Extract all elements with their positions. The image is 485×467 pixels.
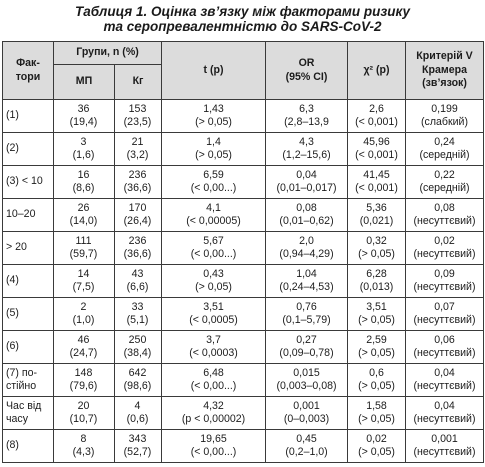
cell-chi-square: 2,59 (> 0,05) xyxy=(348,331,406,364)
cell-kg: 250 (38,4) xyxy=(115,331,162,364)
cell-kg: 236 (36,6) xyxy=(115,166,162,199)
cell-t-test: 0,43 (> 0,05) xyxy=(162,265,266,298)
table-row xyxy=(3,199,484,232)
cell-odds-ratio: 6,3 (2,8–13,9 xyxy=(266,100,348,133)
cell-kg: 33 (5,1) xyxy=(115,298,162,331)
cell-t-test: 4,1 (< 0,00005) xyxy=(162,199,266,232)
cell-t-test: 1,43 (> 0,05) xyxy=(162,100,266,133)
cell-cramer-v: 0,08 (несуттєвий) xyxy=(406,199,484,232)
cell-factor: (3) < 10 xyxy=(3,166,54,199)
header-kg: Кг xyxy=(115,65,162,100)
cell-chi-square: 45,96 (< 0,001) xyxy=(348,133,406,166)
caption-line-2: та серопревалентністю до SARS-CoV-2 xyxy=(103,19,382,34)
cell-mp: 2 (1,0) xyxy=(54,298,115,331)
table-row xyxy=(3,265,484,298)
cell-mp: 8 (4,3) xyxy=(54,430,115,463)
cell-mp: 16 (8,6) xyxy=(54,166,115,199)
table-row xyxy=(3,232,484,265)
cell-mp: 14 (7,5) xyxy=(54,265,115,298)
cell-chi-square: 5,36 (0,021) xyxy=(348,199,406,232)
cell-chi-square: 3,51 (> 0,05) xyxy=(348,298,406,331)
cell-chi-square: 6,28 (0,013) xyxy=(348,265,406,298)
table-row xyxy=(3,166,484,199)
cell-factor: (7) по- стійно xyxy=(3,364,54,397)
table-body xyxy=(3,100,484,463)
cell-chi-square: 41,45 (< 0,001) xyxy=(348,166,406,199)
header-mp: МП xyxy=(54,65,115,100)
cell-mp: 26 (14,0) xyxy=(54,199,115,232)
cell-kg: 4 (0,6) xyxy=(115,397,162,430)
cell-kg: 170 (26,4) xyxy=(115,199,162,232)
cell-odds-ratio: 0,001 (0–0,003) xyxy=(266,397,348,430)
cell-t-test: 1,4 (> 0,05) xyxy=(162,133,266,166)
cell-factor: > 20 xyxy=(3,232,54,265)
cell-odds-ratio: 2,0 (0,94–4,29) xyxy=(266,232,348,265)
header-factor: Фак- тори xyxy=(3,42,54,100)
cell-t-test: 5,67 (< 0,00...) xyxy=(162,232,266,265)
cell-factor: (2) xyxy=(3,133,54,166)
cell-odds-ratio: 0,015 (0,003–0,08) xyxy=(266,364,348,397)
cell-t-test: 6,48 (< 0,00...) xyxy=(162,364,266,397)
cell-t-test: 4,32 (p < 0,00002) xyxy=(162,397,266,430)
table-row xyxy=(3,364,484,397)
cell-mp: 36 (19,4) xyxy=(54,100,115,133)
table-row xyxy=(3,298,484,331)
cell-factor: (4) xyxy=(3,265,54,298)
header-cramer-v: Критерій V Крамера (зв’язок) xyxy=(406,42,484,100)
cell-mp: 148 (79,6) xyxy=(54,364,115,397)
table-header xyxy=(3,42,484,100)
cell-chi-square: 1,58 (> 0,05) xyxy=(348,397,406,430)
cell-kg: 236 (36,6) xyxy=(115,232,162,265)
cell-odds-ratio: 0,45 (0,2–1,0) xyxy=(266,430,348,463)
table-caption xyxy=(0,4,485,34)
cell-kg: 43 (6,6) xyxy=(115,265,162,298)
header-chi-square: χ² (p) xyxy=(348,42,406,100)
cell-chi-square: 0,6 (> 0,05) xyxy=(348,364,406,397)
cell-factor: (8) xyxy=(3,430,54,463)
cell-odds-ratio: 4,3 (1,2–15,6) xyxy=(266,133,348,166)
cell-chi-square: 0,32 (> 0,05) xyxy=(348,232,406,265)
cell-cramer-v: 0,24 (середній) xyxy=(406,133,484,166)
header-groups: Групи, n (%) xyxy=(54,42,162,65)
cell-chi-square: 0,02 (> 0,05) xyxy=(348,430,406,463)
cell-t-test: 6,59 (< 0,00...) xyxy=(162,166,266,199)
table-row xyxy=(3,430,484,463)
cell-odds-ratio: 0,27 (0,09–0,78) xyxy=(266,331,348,364)
cell-cramer-v: 0,06 (несуттєвий) xyxy=(406,331,484,364)
cell-cramer-v: 0,199 (слабкий) xyxy=(406,100,484,133)
cell-cramer-v: 0,001 (несуттєвий) xyxy=(406,430,484,463)
cell-cramer-v: 0,22 (середній) xyxy=(406,166,484,199)
cell-kg: 21 (3,2) xyxy=(115,133,162,166)
table-row xyxy=(3,100,484,133)
cell-mp: 46 (24,7) xyxy=(54,331,115,364)
cell-cramer-v: 0,07 (несуттєвий) xyxy=(406,298,484,331)
cell-factor: (1) xyxy=(3,100,54,133)
cell-factor: (5) xyxy=(3,298,54,331)
table-row xyxy=(3,397,484,430)
cell-kg: 343 (52,7) xyxy=(115,430,162,463)
header-or: OR (95% CI) xyxy=(266,42,348,100)
cell-kg: 153 (23,5) xyxy=(115,100,162,133)
cell-t-test: 3,51 (< 0,0005) xyxy=(162,298,266,331)
cell-mp: 3 (1,6) xyxy=(54,133,115,166)
cell-factor: (6) xyxy=(3,331,54,364)
cell-factor: Час від часу xyxy=(3,397,54,430)
cell-t-test: 19,65 (< 0,00...) xyxy=(162,430,266,463)
cell-odds-ratio: 0,76 (0,1–5,79) xyxy=(266,298,348,331)
table-row xyxy=(3,331,484,364)
cell-t-test: 3,7 (< 0,0003) xyxy=(162,331,266,364)
cell-mp: 20 (10,7) xyxy=(54,397,115,430)
cell-odds-ratio: 0,08 (0,01–0,62) xyxy=(266,199,348,232)
cell-chi-square: 2,6 (< 0,001) xyxy=(348,100,406,133)
caption-line-1: Таблиця 1. Оцінка зв’язку між факторами ризику xyxy=(75,4,410,19)
cell-mp: 111 (59,7) xyxy=(54,232,115,265)
table-row xyxy=(3,133,484,166)
cell-odds-ratio: 1,04 (0,24–4,53) xyxy=(266,265,348,298)
cell-factor: 10–20 xyxy=(3,199,54,232)
cell-cramer-v: 0,04 (несуттєвий) xyxy=(406,397,484,430)
cell-cramer-v: 0,02 (несуттєвий) xyxy=(406,232,484,265)
risk-factor-table xyxy=(2,41,484,463)
cell-cramer-v: 0,04 (несуттєвий) xyxy=(406,364,484,397)
cell-odds-ratio: 0,04 (0,01–0,017) xyxy=(266,166,348,199)
header-t: t (p) xyxy=(162,42,266,100)
cell-cramer-v: 0,09 (несуттєвий) xyxy=(406,265,484,298)
cell-kg: 642 (98,6) xyxy=(115,364,162,397)
